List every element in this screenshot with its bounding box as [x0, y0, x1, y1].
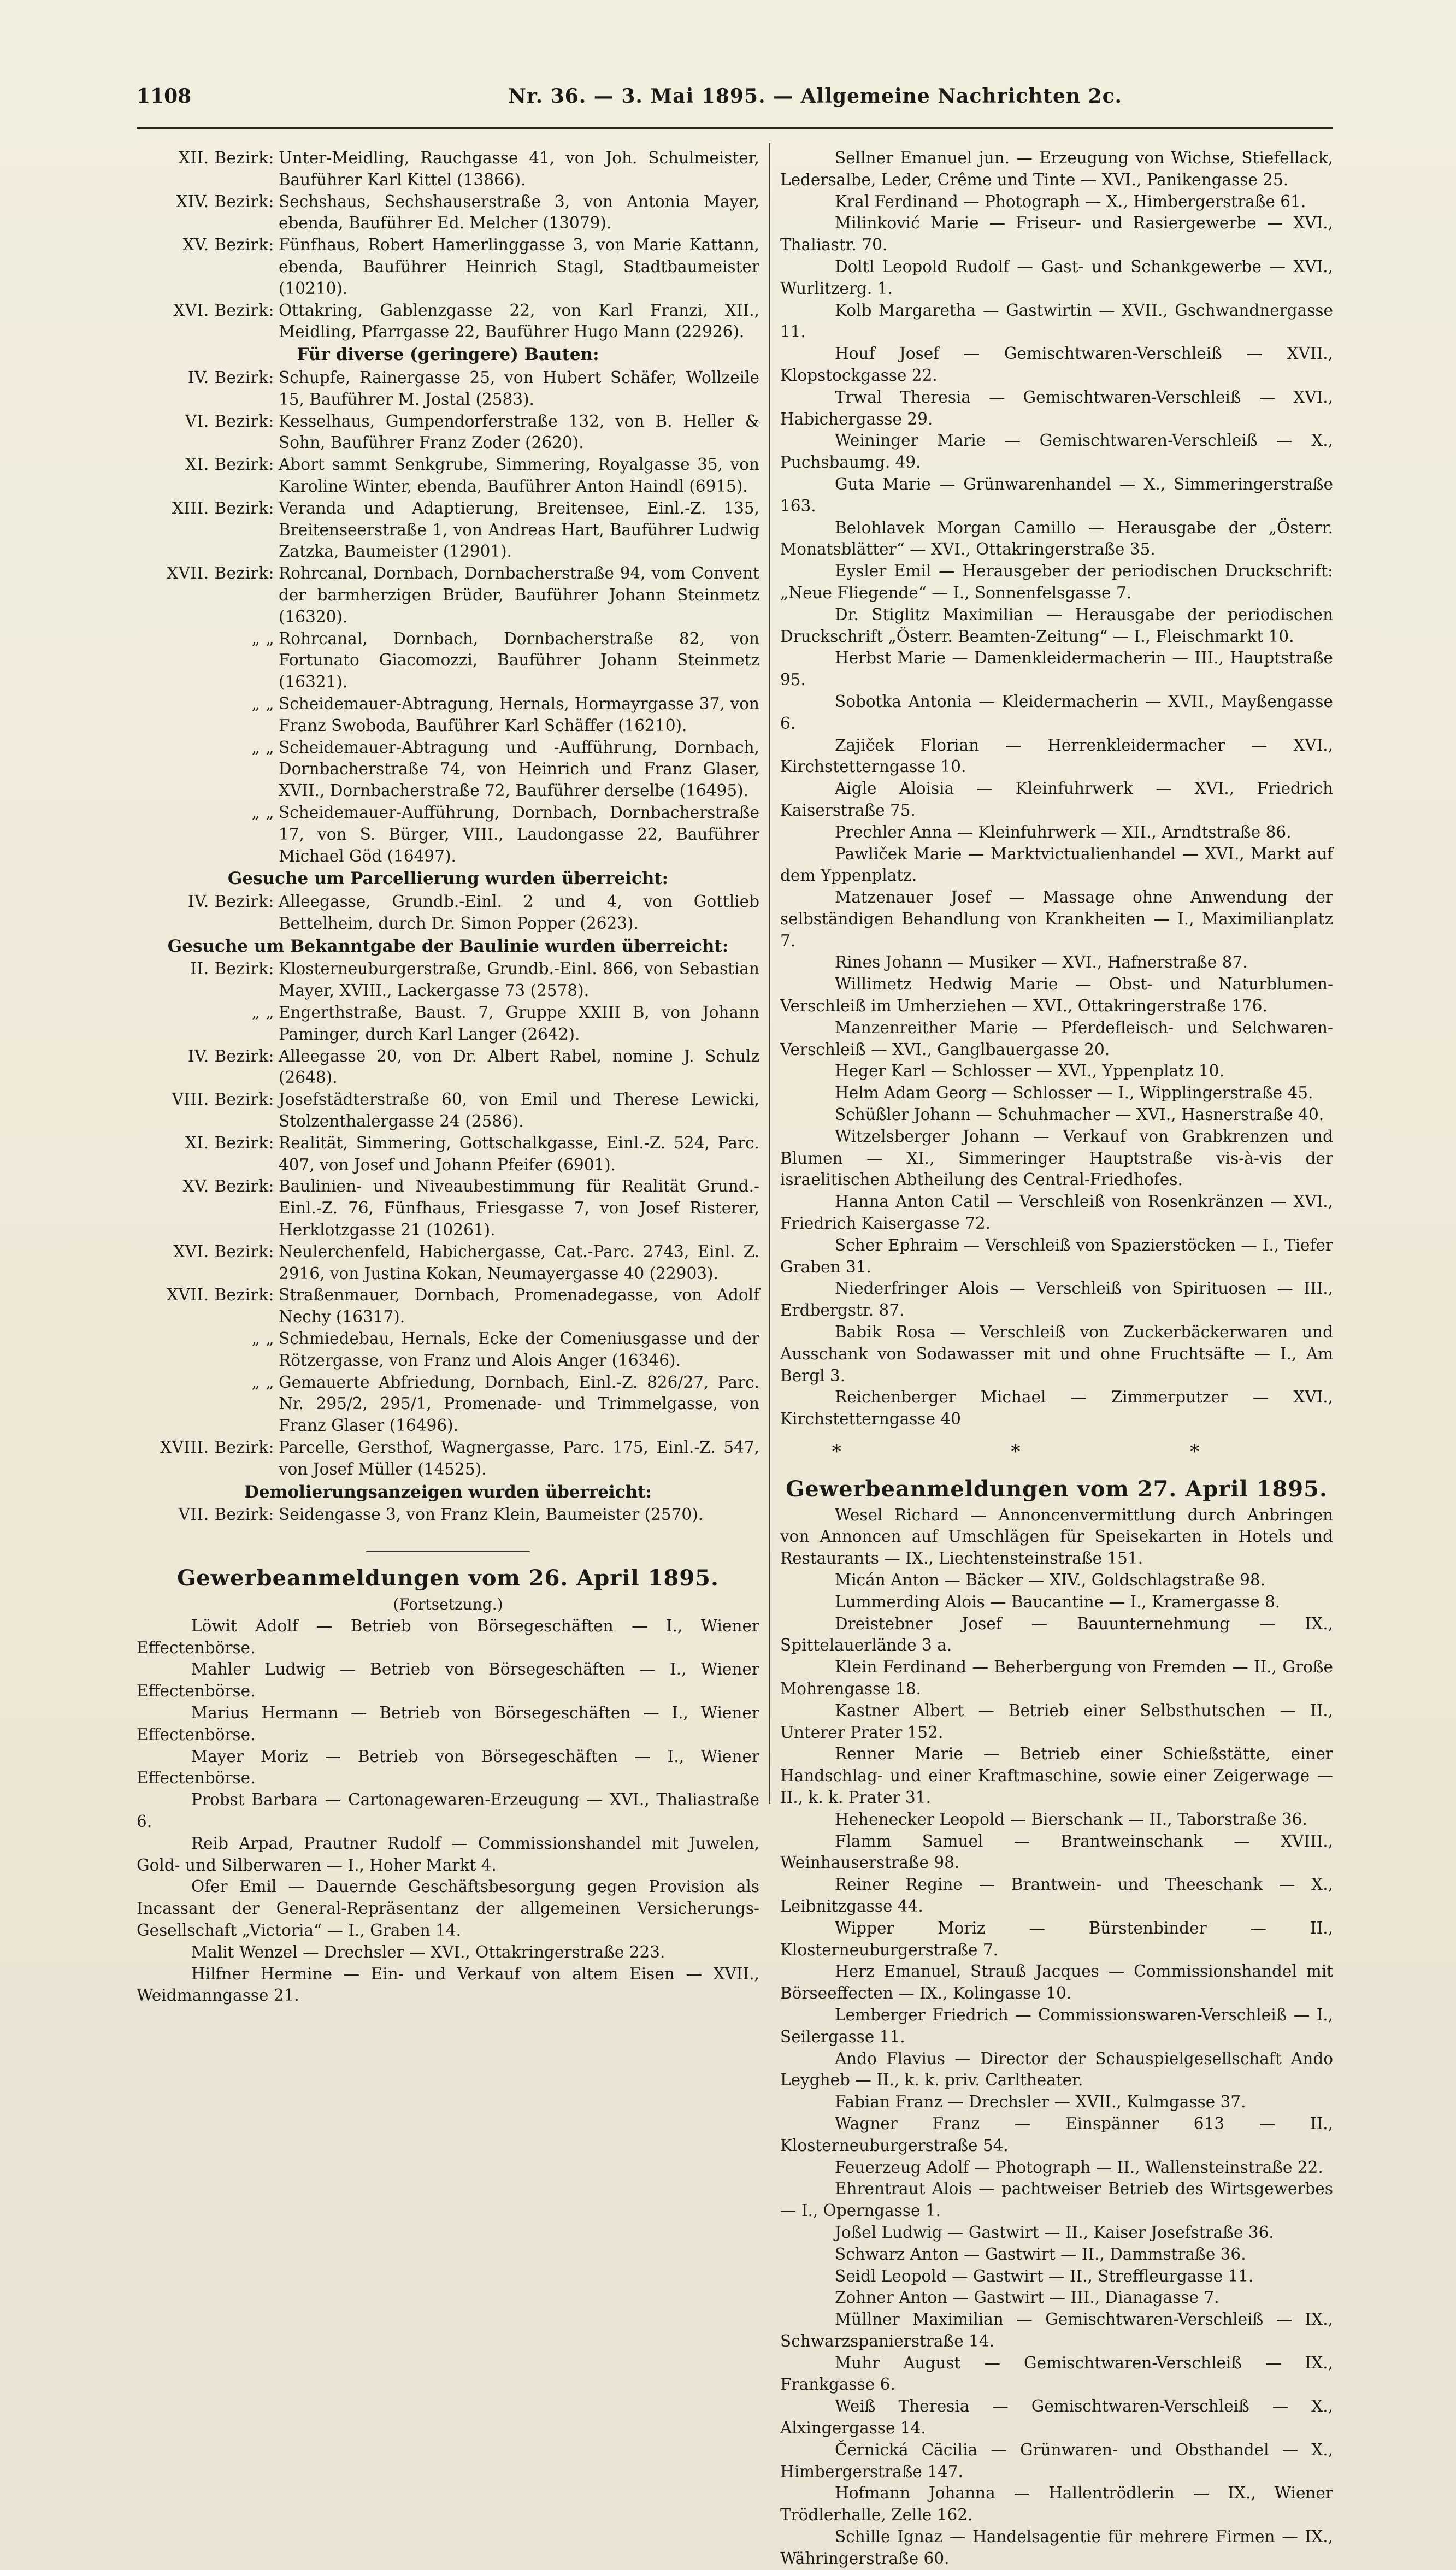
bezirk-entry	[137, 1328, 759, 1372]
bezirk-entry	[137, 737, 759, 802]
gewerbe-entry: Dreistebner Josef — Bauunternehmung — IX., Spittelauerlände 3 a.	[780, 1614, 1333, 1655]
bezirk-entry	[137, 234, 759, 299]
gewerbe-entry: Willimetz Hedwig Marie — Obst- und Naturblumen-Verschleiß im Umherziehen — XVI., Ottakringerstraße 176.	[780, 975, 1333, 1016]
gewerbe-entry: Fabian Franz — Drechsler — XVII., Kulmgasse 37.	[835, 2092, 1246, 2112]
bezirk-label: „ „	[251, 1372, 274, 1392]
gewerbe-entry: Helm Adam Georg — Schlosser — I., Wipplingerstraße 45.	[835, 1083, 1313, 1103]
bezirk-text: Unter-Meidling, Rauchgasse 41, von Joh. Schulmeister, Bauführer Karl Kittel (13866).	[279, 149, 759, 189]
bezirk-entry	[137, 1504, 759, 1526]
gewerbe-entry: Scher Ephraim — Verschleiß von Spazierstöcken — I., Tiefer Graben 31.	[780, 1235, 1333, 1276]
bezirk-entry	[137, 693, 759, 737]
bezirk-label: XI. Bezirk:	[185, 455, 274, 474]
gewerbe-entry: Mayer Moriz — Betrieb von Börsegeschäften — I., Wiener Effectenbörse.	[137, 1747, 759, 1788]
bezirk-text: Klosterneuburgerstraße, Grundb.-Einl. 866, von Sebastian Mayer, XVIII., Lackergasse 73 (2578).	[279, 959, 759, 1000]
section-heading-demolierung: Demolierungsanzeigen wurden überreicht:	[244, 1482, 652, 1502]
bezirk-label: „ „	[251, 629, 274, 648]
section-heading-diverse: Für diverse (geringere) Bauten:	[297, 345, 599, 365]
gewerbe-entry: Pawliček Marie — Marktvictualienhandel — XVI., Markt auf dem Yppenplatz.	[780, 844, 1333, 885]
bezirk-label: IV. Bezirk:	[187, 892, 274, 911]
bezirk-text: Alleegasse 20, von Dr. Albert Rabel, nomine J. Schulz (2648).	[279, 1046, 759, 1087]
bezirk-label: XII. Bezirk:	[178, 149, 274, 167]
bezirk-entry	[137, 1002, 759, 1046]
bezirk-text: Parcelle, Gersthof, Wagnergasse, Parc. 175, Einl.-Z. 547, von Josef Müller (14525).	[279, 1438, 759, 1478]
bezirk-entry	[137, 1046, 759, 1089]
bezirk-label: XVI. Bezirk:	[173, 1242, 274, 1261]
bezirk-text: Scheidemauer-Abtragung, Hernals, Hormayrgasse 37, von Franz Swoboda, Bauführer Karl Schäffer (16210).	[279, 694, 759, 735]
bezirk-entry	[137, 1133, 759, 1176]
section-divider	[366, 1551, 530, 1552]
gewerbe-entry: Wesel Richard — Annoncenvermittlung durch Anbringen von Annoncen auf Umschlägen für Speisekarten in Hotels und Restaurants — IX., Liechtensteinstraße 151.	[780, 1505, 1333, 1568]
gewerbe-entry: Zohner Anton — Gastwirt — III., Dianagasse 7.	[835, 2288, 1219, 2307]
gewerbe-entry: Marius Hermann — Betrieb von Börsegeschäften — I., Wiener Effectenbörse.	[137, 1703, 759, 1744]
bezirk-text: Alleegasse, Grundb.-Einl. 2 und 4, von Gottlieb Bettelheim, durch Dr. Simon Popper (2623).	[279, 892, 759, 933]
column-divider	[769, 143, 770, 1804]
gewerbe-entry: Herz Emanuel, Strauß Jacques — Commissionshandel mit Börseeffecten — IX., Kolingasse 10.	[780, 1962, 1333, 2003]
gewerbe-entry: Müllner Maximilian — Gemischtwaren-Verschleiß — IX., Schwarzspanierstraße 14.	[780, 2310, 1333, 2350]
bezirk-label: „ „	[251, 1329, 274, 1348]
bezirk-label: VIII. Bezirk:	[172, 1090, 274, 1109]
bezirk-entry	[137, 1089, 759, 1133]
bezirk-text: Rohrcanal, Dornbach, Dornbacherstraße 82, von Fortunato Giacomozzi, Bauführer Johann Steinmetz (16321).	[279, 629, 759, 692]
gewerbe-entry: Matzenauer Josef — Massage ohne Anwendung der selbständigen Behandlung von Krankheiten — I., Maximilianplatz 7.	[780, 888, 1333, 950]
bezirk-entry	[137, 958, 759, 1002]
gewerbe-entry: Ando Flavius — Director der Schauspielgesellschaft Ando Leygheb — II., k. k. priv. Carltheater.	[780, 2049, 1333, 2090]
bezirk-entry	[137, 1176, 759, 1241]
bezirk-entry	[137, 191, 759, 235]
gewerbe-entry: Wagner Franz — Einspänner 613 — II., Klosterneuburgerstraße 54.	[780, 2114, 1333, 2155]
bezirk-label: VI. Bezirk:	[185, 411, 274, 431]
bezirk-label: XVI. Bezirk:	[173, 300, 274, 320]
gewerbe-entry: Löwit Adolf — Betrieb von Börsegeschäften — I., Wiener Effectenbörse.	[137, 1616, 759, 1657]
gewerbe-entry: Muhr August — Gemischtwaren-Verschleiß — IX., Frankgasse 6.	[780, 2353, 1333, 2394]
gewerbe-entry: Wipper Moriz — Bürstenbinder — II., Klosterneuburgerstraße 7.	[780, 1918, 1333, 1959]
gewerbe-entry: Seidl Leopold — Gastwirt — II., Streffleurgasse 11.	[835, 2266, 1254, 2285]
gewerbe-entry: Ehrentraut Alois — pachtweiser Betrieb des Wirtsgewerbes — I., Operngasse 1.	[780, 2179, 1333, 2220]
page-number: 1108	[137, 85, 192, 108]
gewerbe-entry: Renner Marie — Betrieb einer Schießstätte, einer Handschlag- und einer Kraftmaschine, sowie einer Zeigerwage — II., k. k. Prater 31.	[780, 1744, 1333, 1807]
gewerbe-entry: Milinković Marie — Friseur- und Rasiergewerbe — XVI., Thaliastr. 70.	[780, 214, 1333, 255]
bezirk-text: Seidengasse 3, von Franz Klein, Baumeister (2570).	[279, 1505, 704, 1524]
gewerbe-entry: Rines Johann — Musiker — XVI., Hafnerstraße 87.	[835, 953, 1248, 972]
bezirk-label: „ „	[251, 803, 274, 822]
bezirk-entry	[137, 1437, 759, 1481]
heading-gewerbe-26-april: Gewerbeanmeldungen vom 26. April 1895.	[177, 1565, 719, 1591]
bezirk-entry	[137, 802, 759, 867]
bezirk-entry	[137, 367, 759, 411]
continuation-note: (Fortsetzung.)	[393, 1595, 503, 1613]
gewerbe-entry: Probst Barbara — Cartonagewaren-Erzeugung — XVI., Thaliastraße 6.	[137, 1790, 759, 1831]
bezirk-label: XV. Bezirk:	[182, 235, 274, 255]
gewerbe-entry: Manzenreither Marie — Pferdefleisch- und Selchwaren-Verschleiß — XVI., Ganglbauergasse 20.	[780, 1018, 1333, 1059]
bezirk-text: Realität, Simmering, Gottschalkgasse, Einl.-Z. 524, Parc. 407, von Josef und Johann Pfeifer (6901).	[279, 1133, 759, 1174]
bezirk-text: Kesselhaus, Gumpendorferstraße 132, von B. Heller & Sohn, Bauführer Franz Zoder (2620).	[279, 411, 759, 452]
asterism: * * *	[832, 1441, 1282, 1463]
gewerbe-entry: Feuerzeug Adolf — Photograph — II., Wallensteinstraße 22.	[835, 2158, 1323, 2177]
bezirk-entry	[137, 454, 759, 498]
bezirk-text: Schmiedebau, Hernals, Ecke der Comeniusgasse und der Rötzergasse, von Franz und Alois Anger (16346).	[279, 1329, 759, 1370]
parcellierung-list	[137, 891, 759, 935]
bezirk-entry	[137, 1284, 759, 1328]
gewerbe-entry: Hanna Anton Catil — Verschleiß von Rosenkränzen — XVI., Friedrich Kaisergasse 72.	[780, 1192, 1333, 1233]
diverse-bauten-list	[137, 367, 759, 867]
bezirk-text: Rohrcanal, Dornbach, Dornbacherstraße 94, vom Convent der barmherzigen Brüder, Bauführer Johann Steinmetz (16320).	[279, 564, 759, 626]
bezirk-label: XIII. Bezirk:	[172, 498, 274, 517]
bezirk-text: Josefstädterstraße 60, von Emil und Therese Lewicki, Stolzenthalergasse 24 (2586).	[279, 1090, 759, 1131]
gewerbe-27-list	[780, 1505, 1333, 2570]
right-column	[780, 148, 1333, 2570]
gewerbe-entry: Reichenberger Michael — Zimmerputzer — XVI., Kirchstetterngasse 40	[780, 1388, 1333, 1429]
gewerbe-entry: Trwal Theresia — Gemischtwaren-Verschleiß — XVI., Habichergasse 29.	[780, 387, 1333, 428]
running-headline: Nr. 36. — 3. Mai 1895. — Allgemeine Nachrichten 2c.	[508, 85, 1123, 108]
bezirk-entry	[137, 148, 759, 191]
gewerbe-entry: Ofer Emil — Dauernde Geschäftsbesorgung gegen Provision als Incassant der General-Repräsentanz der allgemeinen Versicherungs-Gesellschaft „Victoria“ — I., Graben 14.	[137, 1877, 759, 1940]
baulinie-list	[137, 958, 759, 1480]
bezirk-text: Baulinien- und Niveaubestimmung für Realität Grund.-Einl.-Z. 76, Fünfhaus, Friesgasse 7, von Josef Risterer, Herklotzgasse 21 (10261).	[279, 1177, 759, 1240]
gewerbe-entry: Joßel Ludwig — Gastwirt — II., Kaiser Josefstraße 36.	[835, 2223, 1274, 2242]
bezirk-text: Neulerchenfeld, Habichergasse, Cat.-Parc. 2743, Einl. Z. 2916, von Justina Kokan, Neumayergasse 40 (22903).	[279, 1242, 759, 1283]
bezirk-label: XVII. Bezirk:	[167, 1286, 274, 1305]
gewerbe-entry: Niederfringer Alois — Verschleiß von Spirituosen — III., Erdbergstr. 87.	[780, 1279, 1333, 1320]
gewerbe-entry: Flamm Samuel — Brantweinschank — XVIII., Weinhauserstraße 98.	[780, 1831, 1333, 1872]
gewerbe-26-continued-list	[780, 148, 1333, 1430]
bezirk-entry	[137, 1372, 759, 1437]
bezirk-label: II. Bezirk:	[190, 959, 274, 979]
bezirk-entry	[137, 300, 759, 344]
bezirk-label: VII. Bezirk:	[178, 1505, 274, 1524]
section-heading-baulinie: Gesuche um Bekanntgabe der Baulinie wurden überreicht:	[167, 936, 729, 956]
gewerbe-entry: Reib Arpad, Prautner Rudolf — Commissionshandel mit Juwelen, Gold- und Silberwaren — I., Hoher Markt 4.	[137, 1834, 759, 1875]
gewerbe-entry: Zajiček Florian — Herrenkleidermacher — XVI., Kirchstetterngasse 10.	[780, 735, 1333, 776]
bezirk-text: Ottakring, Gablenzgasse 22, von Karl Franzi, XII., Meidling, Pfarrgasse 22, Bauführer Hugo Mann (22926).	[279, 300, 759, 341]
gewerbe-entry: Aigle Aloisia — Kleinfuhrwerk — XVI., Friedrich Kaiserstraße 75.	[780, 779, 1333, 820]
gewerbe-entry: Doltl Leopold Rudolf — Gast- und Schankgewerbe — XVI., Wurlitzerg. 1.	[780, 257, 1333, 298]
gewerbe-entry: Hilfner Hermine — Ein- und Verkauf von altem Eisen — XVII., Weidmanngasse 21.	[137, 1964, 759, 2005]
bezirk-entry	[137, 628, 759, 693]
bezirk-text: Scheidemauer-Aufführung, Dornbach, Dornbacherstraße 17, von S. Bürger, VIII., Laudongasse 22, Bauführer Michael Göd (16497).	[279, 803, 759, 865]
gewerbe-entry: Malit Wenzel — Drechsler — XVI., Ottakringerstraße 223.	[191, 1942, 665, 1961]
bezirk-entry	[137, 563, 759, 628]
bezirk-label: „ „	[251, 694, 274, 713]
bezirk-text: Scheidemauer-Abtragung und -Aufführung, Dornbach, Dornbacherstraße 74, von Heinrich und Franz Glaser, XVII., Dornbacherstraße 72, Bauführer derselbe (16495).	[279, 738, 759, 800]
gewerbe-entry: Černická Cäcilia — Grünwaren- und Obsthandel — X., Himbergerstraße 147.	[780, 2440, 1333, 2481]
bezirk-label: „ „	[251, 738, 274, 757]
gewerbe-entry: Micán Anton — Bäcker — XIV., Goldschlagstraße 98.	[835, 1571, 1266, 1589]
gewerbe-entry: Sellner Emanuel jun. — Erzeugung von Wichse, Stiefellack, Ledersalbe, Leder, Crême und Tinte — XVI., Panikengasse 25.	[780, 149, 1333, 189]
page-header	[137, 85, 1333, 117]
bezirk-text: Sechshaus, Sechshauserstraße 3, von Antonia Mayer, ebenda, Bauführer Ed. Melcher (13079).	[279, 192, 759, 233]
bezirk-label: XV. Bezirk:	[182, 1177, 274, 1196]
bezirk-label: XVIII. Bezirk:	[160, 1438, 274, 1457]
bezirk-label: IV. Bezirk:	[187, 368, 274, 387]
gewerbe-entry: Hehenecker Leopold — Bierschank — II., Taborstraße 36.	[835, 1809, 1307, 1829]
bezirk-text: Veranda und Adaptierung, Breitensee, Einl.-Z. 135, Breitenseerstraße 1, von Andreas Hart, Bauführer Ludwig Zatzka, Baumeister (12901).	[279, 498, 759, 561]
gewerbe-entry: Schwarz Anton — Gastwirt — II., Dammstraße 36.	[835, 2244, 1246, 2264]
section-heading-parcellierung: Gesuche um Parcellierung wurden überreicht:	[227, 869, 669, 889]
bauten-list	[137, 148, 759, 343]
header-rule	[137, 127, 1333, 129]
gewerbe-entry: Dr. Stiglitz Maximilian — Herausgabe der periodischen Druckschrift „Österr. Beamten-Zeitung“ — I., Fleischmarkt 10.	[780, 605, 1333, 646]
gewerbe-entry: Kral Ferdinand — Photograph — X., Himbergerstraße 61.	[835, 192, 1306, 211]
gewerbe-entry: Klein Ferdinand — Beherbergung von Fremden — II., Große Mohrengasse 18.	[780, 1658, 1333, 1698]
gewerbe-entry: Lemberger Friedrich — Commissionswaren-Verschleiß — I., Seilergasse 11.	[780, 2005, 1333, 2046]
bezirk-entry	[137, 891, 759, 935]
demolierung-list	[137, 1504, 759, 1526]
gewerbe-entry: Heger Karl — Schlosser — XVI., Yppenplatz 10.	[835, 1062, 1224, 1081]
gewerbe-entry: Hofmann Johanna — Hallentrödlerin — IX., Wiener Trödlerhalle, Zelle 162.	[780, 2484, 1333, 2525]
bezirk-label: IV. Bezirk:	[187, 1046, 274, 1065]
gewerbe-entry: Schüßler Johann — Schuhmacher — XVI., Hasnerstraße 40.	[835, 1105, 1324, 1124]
gewerbe-entry: Babik Rosa — Verschleiß von Zuckerbäckerwaren und Ausschank von Sodawasser mit und ohne Fruchtsäfte — I., Am Bergl 3.	[780, 1323, 1333, 1385]
gewerbe-entry: Mahler Ludwig — Betrieb von Börsegeschäften — I., Wiener Effectenbörse.	[137, 1660, 759, 1701]
gewerbe-entry: Kastner Albert — Betrieb einer Selbsthutschen — II., Unterer Prater 152.	[780, 1701, 1333, 1742]
bezirk-text: Abort sammt Senkgrube, Simmering, Royalgasse 35, von Karoline Winter, ebenda, Bauführer Anton Haindl (6915).	[279, 455, 759, 496]
gewerbe-entry: Guta Marie — Grünwarenhandel — X., Simmeringerstraße 163.	[780, 474, 1333, 515]
heading-gewerbe-27-april: Gewerbeanmeldungen vom 27. April 1895.	[786, 1476, 1328, 1502]
bezirk-text: Schupfe, Rainergasse 25, von Hubert Schäfer, Wollzeile 15, Bauführer M. Jostal (2583).	[279, 368, 759, 409]
bezirk-text: Gemauerte Abfriedung, Dornbach, Einl.-Z. 826/27, Parc. Nr. 295/2, 295/1, Promenade- und Trimmelgasse, von Franz Glaser (16496).	[279, 1372, 759, 1435]
left-column	[137, 148, 759, 2007]
gewerbe-entry: Witzelsberger Johann — Verkauf von Grabkrenzen und Blumen — XI., Simmeringer Hauptstraße vis-à-vis der israelitischen Abtheilung des Central-Friedhofes.	[780, 1127, 1333, 1189]
gewerbe-entry: Houf Josef — Gemischtwaren-Verschleiß — XVII., Klopstockgasse 22.	[780, 344, 1333, 385]
bezirk-entry	[137, 411, 759, 455]
gewerbe-entry: Prechler Anna — Kleinfuhrwerk — XII., Arndtstraße 86.	[835, 822, 1292, 841]
bezirk-label: XI. Bezirk:	[185, 1133, 274, 1152]
bezirk-text: Engerthstraße, Baust. 7, Gruppe XXIII B, von Johann Paminger, durch Karl Langer (2642).	[279, 1003, 759, 1044]
gewerbe-entry: Weininger Marie — Gemischtwaren-Verschleiß — X., Puchsbaumg. 49.	[780, 431, 1333, 472]
gewerbe-entry: Eysler Emil — Herausgeber der periodischen Druckschrift: „Neue Fliegende“ — I., Sonnenfelsgasse 7.	[780, 562, 1333, 602]
bezirk-entry	[137, 498, 759, 563]
bezirk-label: „ „	[251, 1003, 274, 1022]
gewerbe-entry: Reiner Regine — Brantwein- und Theeschank — X., Leibnitzgasse 44.	[780, 1875, 1333, 1915]
gewerbe-entry: Kolb Margaretha — Gastwirtin — XVII., Gschwandnergasse 11.	[780, 300, 1333, 341]
gewerbe-entry: Weiß Theresia — Gemischtwaren-Verschleiß — X., Alxingergasse 14.	[780, 2397, 1333, 2438]
gewerbe-entry: Belohlavek Morgan Camillo — Herausgabe der „Österr. Monatsblätter“ — XVI., Ottakringerstraße 35.	[780, 518, 1333, 559]
gewerbe-entry: Lummerding Alois — Baucantine — I., Kramergasse 8.	[835, 1592, 1281, 1611]
bezirk-entry	[137, 1241, 759, 1285]
bezirk-text: Fünfhaus, Robert Hamerlinggasse 3, von Marie Kattann, ebenda, Bauführer Heinrich Stagl, Stadtbaumeister (10210).	[279, 235, 759, 298]
bezirk-label: XIV. Bezirk:	[176, 192, 274, 211]
gewerbe-entry: Sobotka Antonia — Kleidermacherin — XVII., Mayßengasse 6.	[780, 692, 1333, 733]
gewerbe-entry: Schille Ignaz — Handelsagentie für mehrere Firmen — IX., Währingerstraße 60.	[780, 2527, 1333, 2568]
bezirk-text: Straßenmauer, Dornbach, Promenadegasse, von Adolf Nechy (16317).	[279, 1286, 759, 1327]
gewerbe-26-list	[137, 1616, 759, 2007]
gewerbe-entry: Herbst Marie — Damenkleidermacherin — III., Hauptstraße 95.	[780, 649, 1333, 689]
bezirk-label: XVII. Bezirk:	[167, 564, 274, 583]
